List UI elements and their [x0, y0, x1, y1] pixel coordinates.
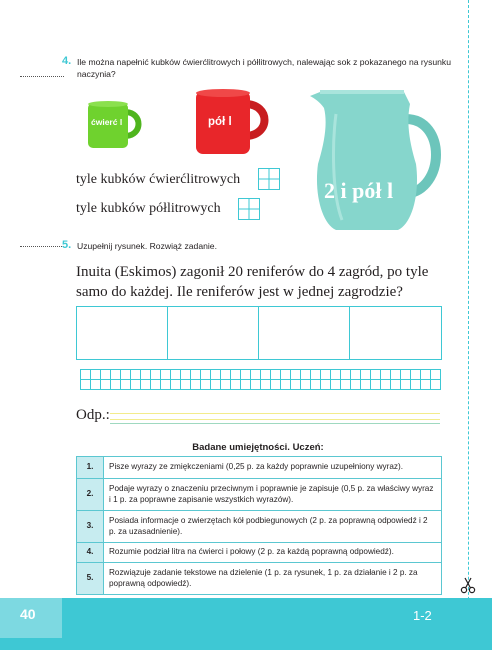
half-liter-label: pół l	[208, 116, 232, 128]
row-text: Rozwiązuje zadanie tekstowe na dzielenie (1 p. za rysunek, 1 p. za działanie i 2 p. za poprawną odpowiedź).	[104, 563, 442, 595]
answer-line-stroke	[110, 413, 440, 414]
task5-instruction: Uzupełnij rysunek. Rozwiąż zadanie.	[77, 241, 217, 251]
table-row	[77, 543, 442, 563]
margin-dots	[20, 76, 64, 77]
scissors-icon	[459, 576, 477, 594]
half-cups-label: tyle kubków półlitrowych	[76, 201, 221, 216]
criteria-table	[76, 456, 442, 595]
row-text: Podaje wyrazy o znaczeniu przeciwnym i poprawnie je zapisuje (0,5 p. za właściwy wyraz i 1 p. za poprawne zapisanie wszystkich wyrazów).	[104, 479, 442, 511]
row-number: 3.	[77, 511, 104, 543]
answer-label: Odp.:	[76, 407, 110, 423]
pen-divider	[349, 307, 350, 359]
jug	[306, 84, 441, 234]
jug-label: 2 i pół l	[324, 178, 394, 203]
row-number: 1.	[77, 457, 104, 479]
row-text: Pisze wyrazy ze zmiękczeniami (0,25 p. za każdy poprawnie uzupełniony wyraz).	[104, 457, 442, 479]
row-number: 4.	[77, 543, 104, 563]
margin-dots	[20, 246, 64, 247]
half-liter-mug	[193, 88, 273, 156]
half-cups-answer-box[interactable]	[238, 198, 260, 220]
task5-problem: Inuita (Eskimos) zagonił 20 reniferów do 4 zagród, po tyle samo do każdej. Ile reniferów jest w jednej zagrodzie?	[76, 264, 429, 300]
table-row	[77, 511, 442, 543]
footer-bar	[0, 598, 492, 650]
pen-divider	[258, 307, 259, 359]
task4-text: Ile można napełnić kubków ćwierćlitrowych i półlitrowych, nalewając sok z pokazanego na rysunku naczynia?	[77, 57, 452, 79]
answer-line-stroke	[110, 423, 440, 424]
row-number: 2.	[77, 479, 104, 511]
row-text: Rozumie podział litra na ćwierci i połowy (2 p. za każdą poprawną odpowiedź).	[104, 543, 442, 563]
page-number: 40	[20, 606, 36, 622]
cut-line	[468, 0, 469, 650]
pen-drawing-frame[interactable]	[76, 306, 442, 360]
table-row	[77, 457, 442, 479]
task4-number: 4.	[62, 55, 72, 67]
table-row	[77, 563, 442, 595]
task5-number: 5.	[62, 239, 72, 251]
criteria-title: Badane umiejętności. Uczeń:	[192, 442, 324, 453]
quarter-cups-label: tyle kubków ćwierćlitrowych	[76, 172, 241, 187]
footer-code: 1-2	[413, 608, 432, 623]
calculation-grid[interactable]	[80, 369, 441, 390]
answer-line[interactable]	[110, 409, 440, 423]
pen-divider	[167, 307, 168, 359]
row-number: 5.	[77, 563, 104, 595]
quarter-liter-mug	[85, 100, 145, 150]
answer-line-stroke	[110, 419, 440, 420]
table-row	[77, 479, 442, 511]
row-text: Posiada informacje o zwierzętach kół podbiegunowych (2 p. za poprawną odpowiedź i 2 p. za uzasadnienie).	[104, 511, 442, 543]
quarter-liter-label: ćwierć l	[91, 117, 123, 127]
quarter-cups-answer-box[interactable]	[258, 168, 280, 190]
